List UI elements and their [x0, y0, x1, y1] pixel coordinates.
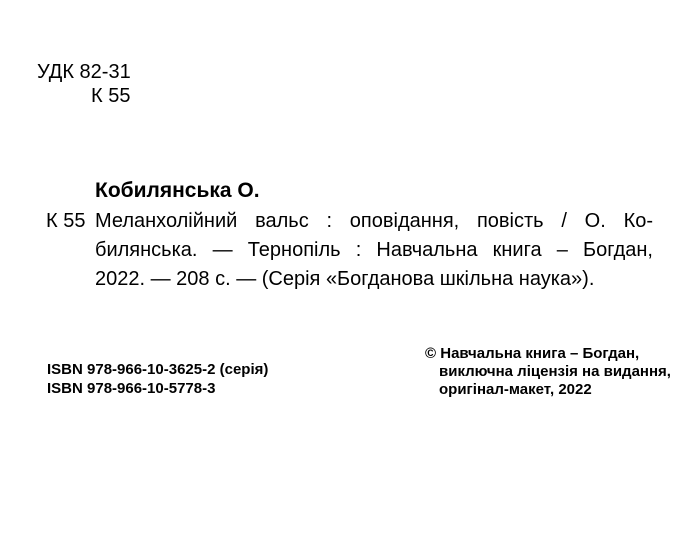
copyright-line-1: Навчальна книга – Богдан, [440, 345, 640, 362]
copyright-line-2: виключна ліцензія на видання, [439, 363, 671, 380]
isbn-book: ISBN 978-966-10-5778-3 [47, 380, 216, 397]
udc-index: УДК 82-31 [37, 61, 131, 83]
copyright-line-3: оригінал-макет, 2022 [439, 381, 592, 398]
biblio-line-2: билянська. — Тернопіль : Навчальна книга – Богдан, [95, 239, 653, 261]
biblio-line-1: Меланхолійний вальс : оповідання, повість / О. Ко- [95, 210, 653, 232]
biblio-line-3: 2022. — 208 с. — (Серія «Богданова шкільна наука»). [95, 268, 595, 290]
author-mark-side: К 55 [46, 210, 86, 232]
isbn-series: ISBN 978-966-10-3625-2 (серія) [47, 361, 269, 378]
author-heading: Кобилянська О. [95, 179, 260, 202]
bibliographic-description [95, 207, 653, 294]
copyright-symbol: © [425, 345, 437, 362]
copyright-block [425, 345, 671, 399]
author-mark: К 55 [91, 85, 131, 107]
